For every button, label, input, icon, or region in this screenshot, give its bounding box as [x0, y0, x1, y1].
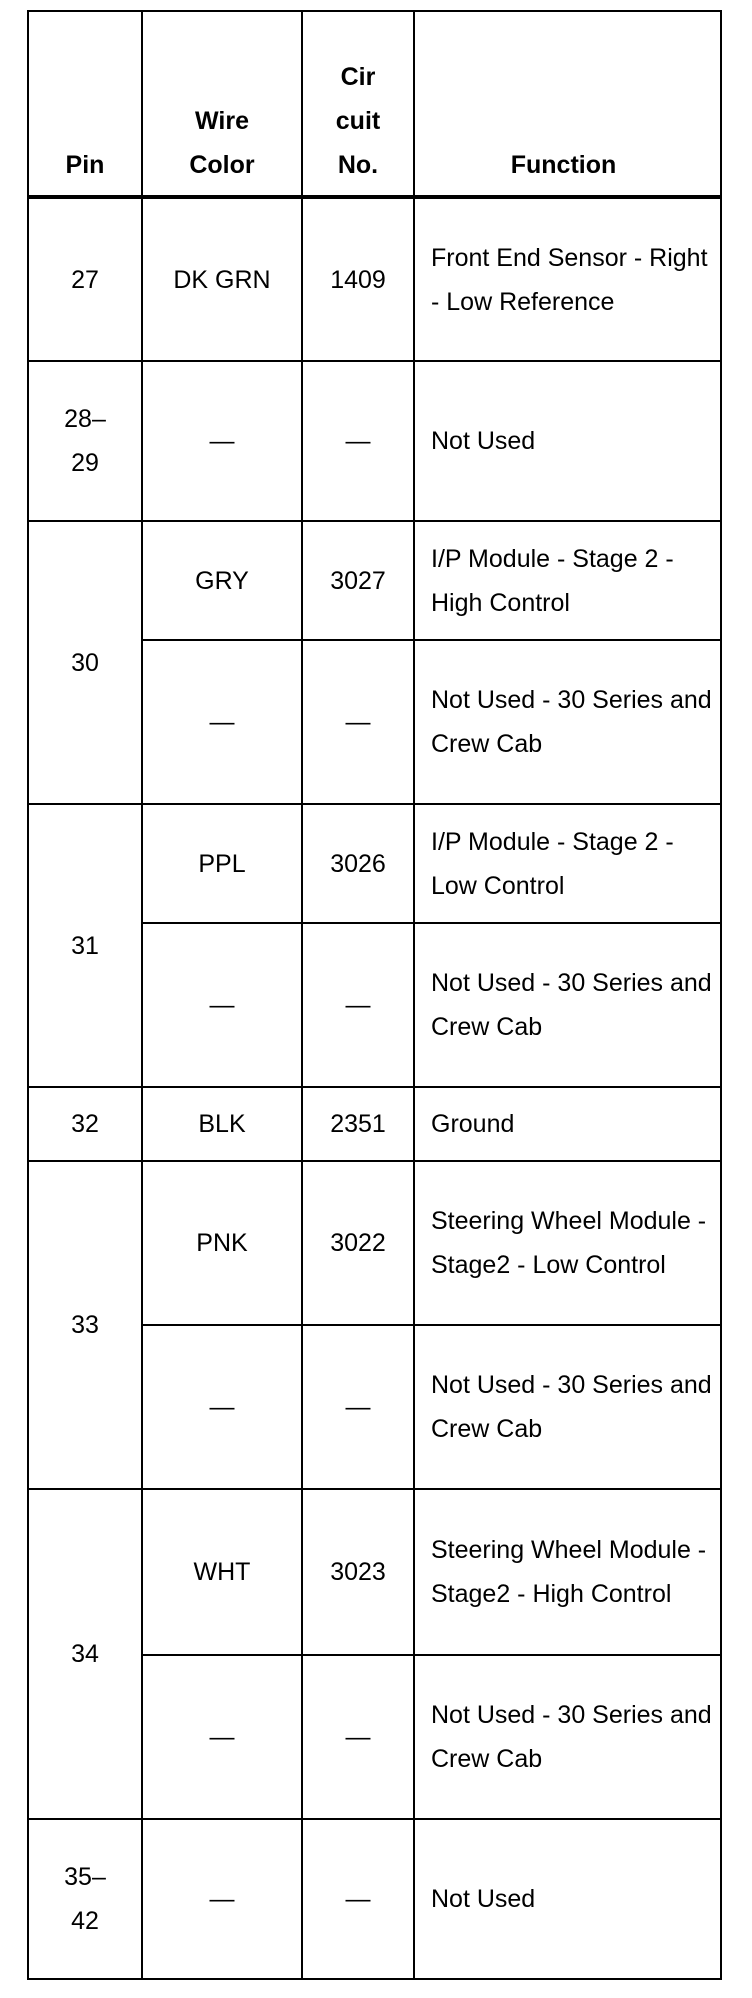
table-row	[28, 1819, 721, 1979]
function-cell: Steering Wheel Module - Stage2 - Low Control	[414, 1161, 721, 1325]
pin-range-end: 42	[71, 1907, 99, 1935]
circuit-cell: —	[302, 923, 414, 1087]
circuit-cell: —	[302, 1655, 414, 1819]
header-wire-color	[142, 11, 302, 197]
function-cell: Not Used - 30 Series and Crew Cab	[414, 923, 721, 1087]
pin-function-table	[27, 10, 722, 1980]
circuit-cell: —	[302, 1819, 414, 1979]
circuit-cell: 3027	[302, 521, 414, 640]
function-cell: Not Used - 30 Series and Crew Cab	[414, 640, 721, 804]
function-cell: Not Used - 30 Series and Crew Cab	[414, 1655, 721, 1819]
pin-cell: 34	[28, 1489, 142, 1819]
circuit-cell: —	[302, 640, 414, 804]
table-row	[28, 361, 721, 521]
header-circuit-no	[302, 11, 414, 197]
header-circuit-line2: cuit	[335, 107, 381, 135]
header-function: Function	[414, 11, 721, 197]
circuit-cell: 1409	[302, 197, 414, 361]
wire-color-cell: PPL	[142, 804, 302, 923]
pin-cell	[28, 1819, 142, 1979]
circuit-cell: 3026	[302, 804, 414, 923]
header-wire-color-line2: Color	[189, 151, 255, 179]
function-cell: I/P Module - Stage 2 - High Control	[414, 521, 721, 640]
function-cell: I/P Module - Stage 2 - Low Control	[414, 804, 721, 923]
pin-cell: 27	[28, 197, 142, 361]
wire-color-cell: GRY	[142, 521, 302, 640]
table-header-row	[28, 11, 721, 197]
function-cell: Ground	[414, 1087, 721, 1161]
header-circuit-line1: Cir	[340, 63, 376, 91]
pin-range-start: 28–	[64, 405, 106, 433]
header-pin: Pin	[28, 11, 142, 197]
wire-color-cell: WHT	[142, 1489, 302, 1655]
wire-color-cell: —	[142, 1819, 302, 1979]
wire-color-cell: —	[142, 640, 302, 804]
wire-color-cell: —	[142, 1655, 302, 1819]
table-row	[28, 521, 721, 640]
pin-cell: 31	[28, 804, 142, 1087]
pin-range-end: 29	[71, 449, 99, 477]
function-cell: Not Used	[414, 1819, 721, 1979]
function-cell: Not Used - 30 Series and Crew Cab	[414, 1325, 721, 1489]
table-row	[28, 197, 721, 361]
wire-color-cell: BLK	[142, 1087, 302, 1161]
wire-color-cell: —	[142, 923, 302, 1087]
circuit-cell: 3022	[302, 1161, 414, 1325]
wire-color-cell: DK GRN	[142, 197, 302, 361]
pin-cell: 32	[28, 1087, 142, 1161]
pin-range-start: 35–	[64, 1863, 106, 1891]
pin-cell	[28, 361, 142, 521]
circuit-cell: —	[302, 361, 414, 521]
function-cell: Not Used	[414, 361, 721, 521]
header-circuit-line3: No.	[337, 151, 379, 179]
function-cell: Steering Wheel Module - Stage2 - High Control	[414, 1489, 721, 1655]
table-row	[28, 1087, 721, 1161]
wire-color-cell: —	[142, 361, 302, 521]
wire-color-cell: —	[142, 1325, 302, 1489]
function-cell: Front End Sensor - Right - Low Reference	[414, 197, 721, 361]
wire-color-cell: PNK	[142, 1161, 302, 1325]
circuit-cell: —	[302, 1325, 414, 1489]
circuit-cell: 2351	[302, 1087, 414, 1161]
header-wire-color-line1: Wire	[195, 107, 249, 135]
table-row	[28, 1161, 721, 1325]
table-row	[28, 1489, 721, 1655]
pin-cell: 30	[28, 521, 142, 804]
circuit-cell: 3023	[302, 1489, 414, 1655]
pin-cell: 33	[28, 1161, 142, 1489]
table-row	[28, 804, 721, 923]
